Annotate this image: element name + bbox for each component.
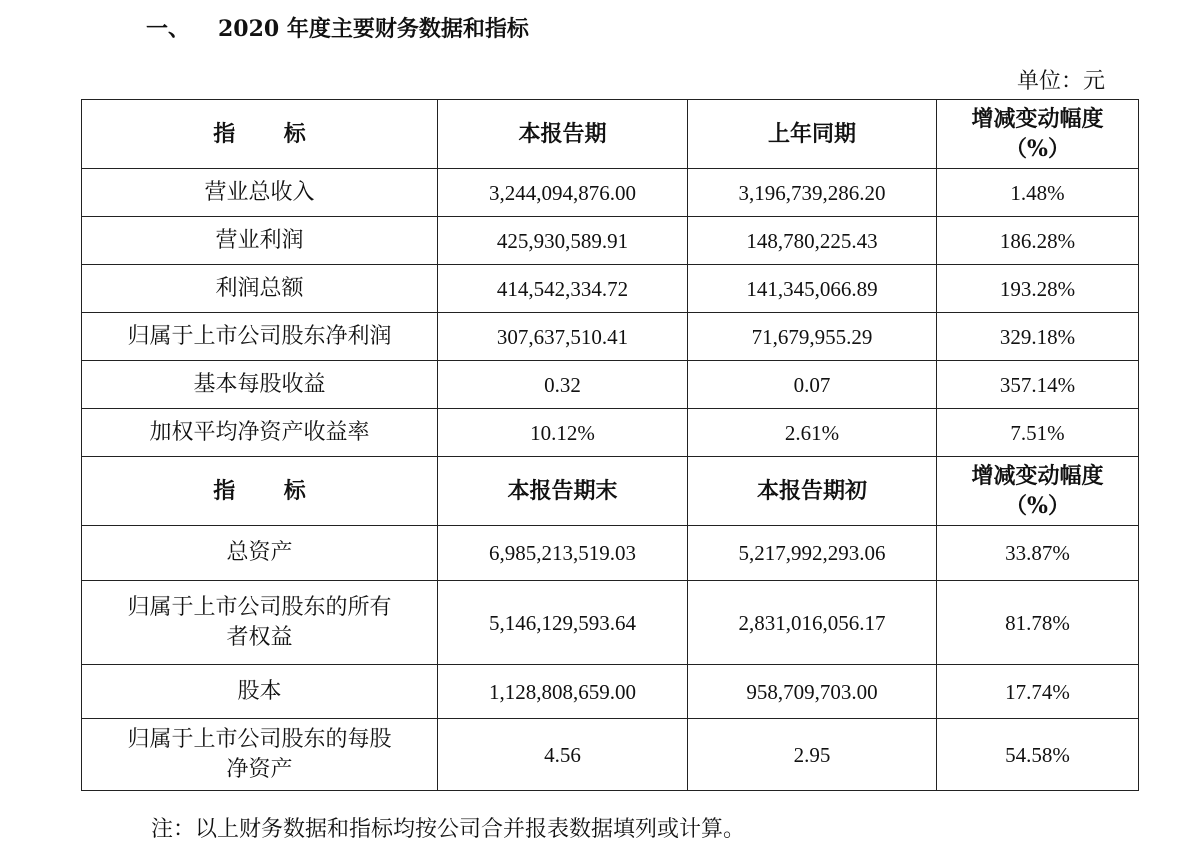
financial-table (81, 99, 1139, 791)
table-row (82, 409, 1139, 457)
header-prior-period: 上年同期 (688, 100, 937, 169)
current-value: 6,985,213,519.03 (438, 526, 688, 581)
previous-value: 141,345,066.89 (688, 265, 937, 313)
table-row (82, 581, 1139, 665)
header-row-income (82, 100, 1139, 169)
header-change: 增减变动幅度 （%） (937, 457, 1139, 526)
current-value: 414,542,334.72 (438, 265, 688, 313)
header-indicator: 指 标 (82, 100, 438, 169)
footnote: 注：以上财务数据和指标均按公司合并报表数据填列或计算。 (151, 817, 746, 842)
section-number: 一、 (146, 16, 191, 42)
change-value: 329.18% (937, 313, 1139, 361)
current-value: 5,146,129,593.64 (438, 581, 688, 665)
change-value: 1.48% (937, 169, 1139, 217)
section-title: 2020 年度主要财务数据和指标 (218, 16, 529, 42)
header-indicator: 指 标 (82, 457, 438, 526)
current-value: 3,244,094,876.00 (438, 169, 688, 217)
change-value: 54.58% (937, 719, 1139, 791)
header-change: 增减变动幅度 （%） (937, 100, 1139, 169)
change-value: 33.87% (937, 526, 1139, 581)
row-label: 利润总额 (82, 265, 438, 313)
row-label: 营业利润 (82, 217, 438, 265)
table-row (82, 361, 1139, 409)
header-row-balance (82, 457, 1139, 526)
change-value: 357.14% (937, 361, 1139, 409)
table-row (82, 526, 1139, 581)
table-row (82, 265, 1139, 313)
row-label: 营业总收入 (82, 169, 438, 217)
current-value: 307,637,510.41 (438, 313, 688, 361)
row-label: 归属于上市公司股东的每股 净资产 (82, 719, 438, 791)
row-label: 总资产 (82, 526, 438, 581)
previous-value: 2.61% (688, 409, 937, 457)
row-label: 基本每股收益 (82, 361, 438, 409)
table-row (82, 665, 1139, 719)
change-value: 81.78% (937, 581, 1139, 665)
previous-value: 71,679,955.29 (688, 313, 937, 361)
section-heading (146, 12, 529, 43)
table-row (82, 313, 1139, 361)
table-row (82, 719, 1139, 791)
table-row (82, 217, 1139, 265)
table-row (82, 169, 1139, 217)
change-value: 186.28% (937, 217, 1139, 265)
current-value: 4.56 (438, 719, 688, 791)
current-value: 10.12% (438, 409, 688, 457)
previous-value: 0.07 (688, 361, 937, 409)
header-current-period: 本报告期 (438, 100, 688, 169)
row-label: 股本 (82, 665, 438, 719)
previous-value: 3,196,739,286.20 (688, 169, 937, 217)
previous-value: 5,217,992,293.06 (688, 526, 937, 581)
previous-value: 148,780,225.43 (688, 217, 937, 265)
previous-value: 2.95 (688, 719, 937, 791)
header-period-start: 本报告期初 (688, 457, 937, 526)
current-value: 0.32 (438, 361, 688, 409)
row-label: 归属于上市公司股东的所有 者权益 (82, 581, 438, 665)
current-value: 1,128,808,659.00 (438, 665, 688, 719)
previous-value: 2,831,016,056.17 (688, 581, 937, 665)
change-value: 193.28% (937, 265, 1139, 313)
previous-value: 958,709,703.00 (688, 665, 937, 719)
unit-label: 单位：元 (1016, 69, 1105, 94)
change-value: 7.51% (937, 409, 1139, 457)
current-value: 425,930,589.91 (438, 217, 688, 265)
change-value: 17.74% (937, 665, 1139, 719)
row-label: 加权平均净资产收益率 (82, 409, 438, 457)
header-period-end: 本报告期末 (438, 457, 688, 526)
row-label: 归属于上市公司股东净利润 (82, 313, 438, 361)
